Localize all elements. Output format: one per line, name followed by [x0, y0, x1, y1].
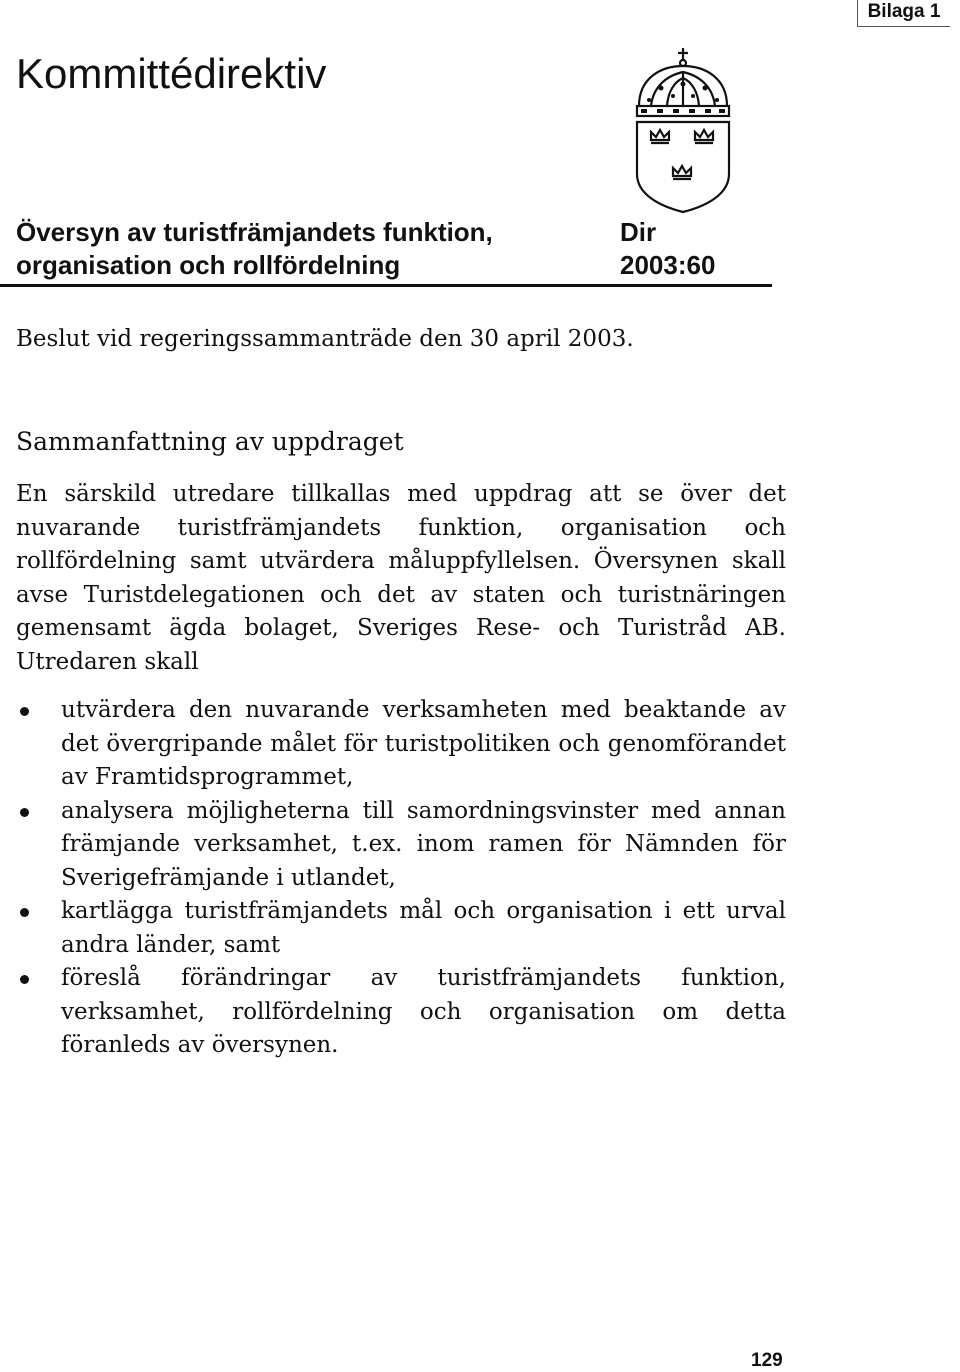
- bullet-icon: [20, 707, 29, 716]
- summary-paragraph: En särskild utredare tillkallas med uppdrag att se över det nuvarande turistfrämjandets funktion, organisation och rollfördelning samt utvärdera måluppfyllelsen. Översynen skall avse Turistdelegationen och det av staten och turistnäringen gemensamt ägda bolaget, Sveriges Rese- och Turistråd AB. Utredaren skall: [16, 481, 786, 675]
- list-item: [16, 694, 786, 795]
- list-item-text: utvärdera den nuvarande verksamheten med beaktande av det övergripande målet för turistpolitiken och genomförandet av Framtidsprogrammet,: [61, 697, 786, 790]
- bullet-icon: [20, 908, 29, 917]
- list-item: [16, 895, 786, 962]
- bullet-icon: [20, 975, 29, 984]
- list-item: [16, 962, 786, 1063]
- list-item: [16, 795, 786, 896]
- list-item-text: föreslå förändringar av turistfrämjandets funktion, verksamhet, rollfördelning och organisation om detta föranleds av översynen.: [61, 965, 786, 1058]
- page-number: 129: [751, 1350, 783, 1371]
- subject-title: [16, 216, 493, 282]
- list-item-text: analysera möjligheterna till samordningsvinster med annan främjande verksamhet, t.ex. inom ramen för Nämnden för Sverigefrämjande i utlandet,: [61, 797, 786, 891]
- annex-label: Bilaga 1: [857, 0, 950, 27]
- directive-number-value: 2003:60: [620, 250, 716, 280]
- directive-number: [620, 216, 715, 282]
- subject-title-line-1: Översyn av turistfrämjandets funktion,: [16, 217, 493, 247]
- decision-date-line: Beslut vid regeringssammanträde den 30 april 2003.: [16, 326, 634, 352]
- list-item-text: kartlägga turistfrämjandets mål och organisation i ett urval andra länder, samt: [61, 898, 786, 958]
- title-rule: [0, 284, 772, 287]
- bullet-icon: [20, 808, 29, 817]
- summary-heading: Sammanfattning av uppdraget: [16, 427, 404, 456]
- subject-title-line-2: organisation och rollfördelning: [16, 250, 401, 280]
- document-type-heading: Kommittédirektiv: [16, 50, 327, 97]
- task-list: [16, 694, 786, 1063]
- swedish-state-crest-icon: [631, 44, 731, 214]
- directive-label: Dir: [620, 217, 657, 247]
